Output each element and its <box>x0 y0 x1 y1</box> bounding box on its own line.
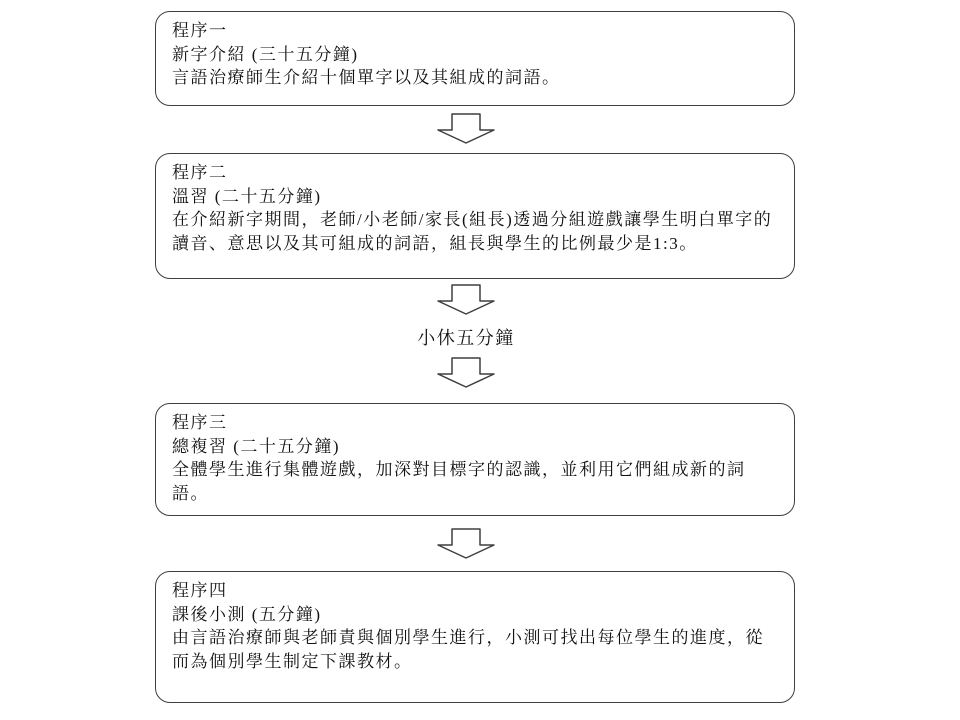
down-arrow-icon <box>437 528 495 559</box>
process-3-description: 全體學生進行集體遊戲，加深對目標字的認識，並利用它們組成新的詞語。 <box>172 460 746 503</box>
process-box-4 <box>155 571 795 703</box>
process-3-title: 程序三 <box>172 413 228 432</box>
process-2-description: 在介紹新字期間，老師/小老師/家長(組長)透過分組遊戲讓學生明白單字的讀音、意思以及其可組成的詞語，組長與學生的比例最少是1:3。 <box>172 210 773 253</box>
process-2-title: 程序二 <box>172 163 228 182</box>
break-label: 小休五分鐘 <box>417 328 515 348</box>
process-2-subtitle: 溫習 (二十五分鐘) <box>172 186 322 206</box>
process-1-description: 言語治療師生介紹十個單字以及其組成的詞語。 <box>172 68 561 87</box>
process-box-2 <box>155 153 795 279</box>
process-4-description: 由言語治療師與老師責與個別學生進行，小測可找出每位學生的進度，從而為個別學生制定下課教材。 <box>172 628 764 671</box>
down-arrow-icon <box>437 113 495 144</box>
process-3-subtitle: 總複習 (二十五分鐘) <box>172 436 341 456</box>
process-box-3 <box>155 403 795 516</box>
down-arrow-icon <box>437 284 495 315</box>
process-1-title: 程序一 <box>172 21 228 40</box>
process-4-subtitle: 課後小測 (五分鐘) <box>172 604 322 624</box>
process-box-1 <box>155 11 795 106</box>
process-4-title: 程序四 <box>172 581 228 600</box>
process-1-subtitle: 新字介紹 (三十五分鐘) <box>172 44 359 64</box>
down-arrow-icon <box>437 357 495 388</box>
